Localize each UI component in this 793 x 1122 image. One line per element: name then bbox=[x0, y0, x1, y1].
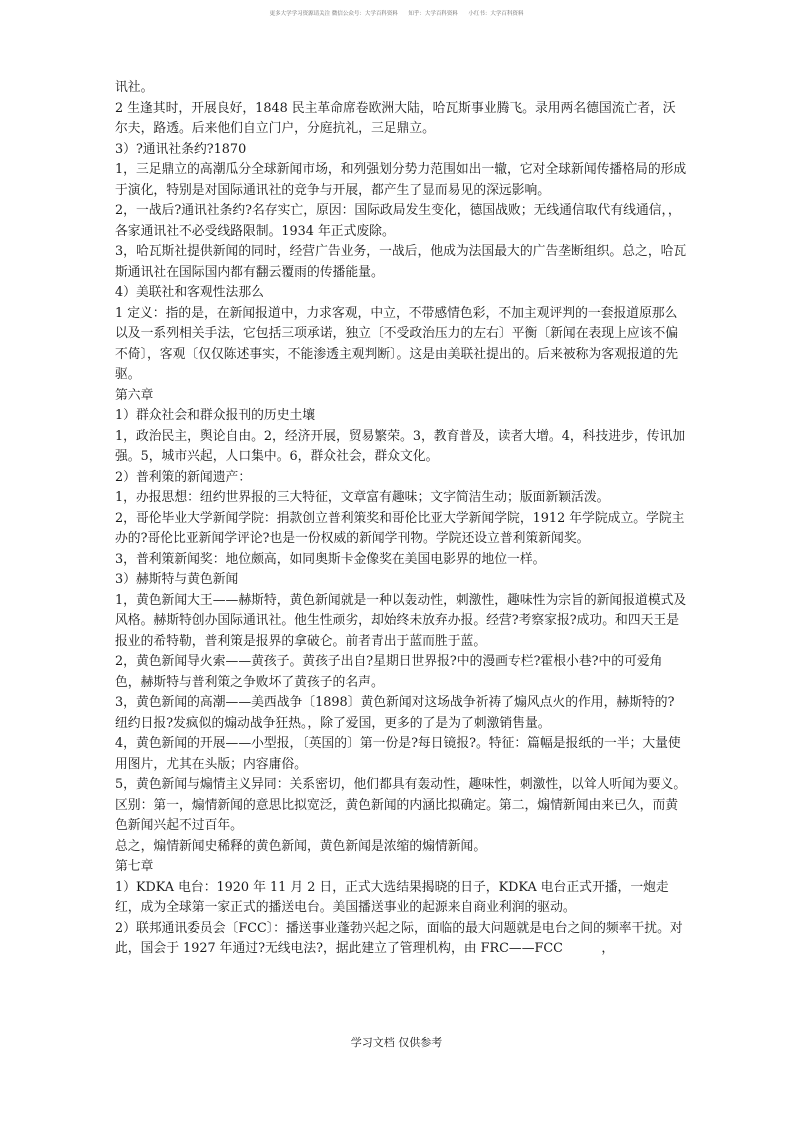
chapter-heading: 第六章 bbox=[115, 387, 154, 403]
paragraph: 总之，煽情新闻史稀释的黄色新闻，黄色新闻是浓缩的煽情新闻。 bbox=[115, 838, 487, 854]
paragraph: 4，黄色新闻的开展——小型报，〔英国的〕第一份是?每日镜报?。特征：篇幅是报纸的一半；大量使用图片，尤其在头版；内容庸俗。 bbox=[115, 736, 681, 772]
paragraph: 1，黄色新闻大王——赫斯特，黄色新闻就是一种以轰动性，刺激性，趣味性为宗旨的新闻报道模式及风格。赫斯特创办国际通讯社。他生性顽劣，却始终未放弃办报。经营?考察家报?成功。和四天王是报业的希特勒，普利策是报界的拿破仑。前者青出于蓝而胜于蓝。 bbox=[115, 592, 687, 649]
paragraph: 3，普利策新闻奖：地位颇高，如同奥斯卡金像奖在美国电影界的地位一样。 bbox=[115, 551, 546, 567]
chapter-heading: 第七章 bbox=[115, 859, 154, 874]
document-body bbox=[115, 78, 687, 960]
paragraph: 2 生逢其时，开展良好，1848 民主革命席卷欧洲大陆，哈瓦斯事业腾飞。录用两名德国流亡者，沃尔夫，路透。后来他们自立门户，分庭抗礼，三足鼎立。 bbox=[115, 100, 676, 136]
paragraph: 1，三足鼎立的高潮瓜分全球新闻市场，和列强划分势力范围如出一辙，它对全球新闻传播格局的形成于演化，特别是对国际通讯社的竞争与开展，都产生了显而易见的深远影响。 bbox=[115, 162, 687, 198]
paragraph: 1 定义：指的是，在新闻报道中，力求客观，中立，不带感情色彩，不加主观评判的一套报道原那么以及一系列相关手法，它包括三项承诺，独立〔不受政治压力的左右〕平衡〔新闻在表现上应该不偏不倚〕，客观〔仅仅陈述事实，不能渗透主观判断〕。这是由美联社提出的。后来被称为客观报道的先驱。 bbox=[115, 305, 679, 382]
paragraph: 3，黄色新闻的高潮——美西战争〔1898〕黄色新闻对这场战争祈祷了煽风点火的作用，赫斯特的?纽约日报?发疯似的煽动战争狂热。，除了爱国，更多的了是为了刺激销售量。 bbox=[115, 695, 675, 731]
paragraph: 讯社。 bbox=[115, 80, 154, 95]
paragraph: 2，黄色新闻导火索——黄孩子。黄孩子出自?星期日世界报?中的漫画专栏?霍根小巷?中的可爱角色，赫斯特与普利策之争败坏了黄孩子的名声。 bbox=[115, 654, 663, 690]
section-heading: 3）赫斯特与黄色新闻 bbox=[115, 572, 239, 587]
paragraph: 区别：第一，煽情新闻的意思比拟宽泛，黄色新闻的内涵比拟确定。第二，煽情新闻由来已久，而黄色新闻兴起不过百年。 bbox=[115, 797, 679, 833]
section-heading: 4）美联社和客观性法那么 bbox=[115, 285, 264, 300]
section-heading: 1）群众社会和群众报刊的历史土壤 bbox=[115, 408, 316, 423]
page-footer: 学习文档 仅供参考 bbox=[350, 1036, 443, 1049]
paragraph: 3，哈瓦斯社提供新闻的同时，经营广告业务，一战后，他成为法国最大的广告垄断组织。总之，哈瓦斯通讯社在国际国内都有翻云覆雨的传播能量。 bbox=[115, 244, 687, 280]
paragraph: 2，一战后?通讯社条约?名存实亡，原因：国际政局发生变化，德国战败；无线通信取代有线通信，，各家通讯社不必受线路限制。1934 年正式废除。 bbox=[115, 203, 681, 239]
paragraph: 5，黄色新闻与煽情主义异同：关系密切，他们都具有轰动性，趣味性，刺激性，以耸人听闻为要义。 bbox=[115, 777, 687, 792]
section-heading: 2）普利策的新闻遗产： bbox=[115, 469, 252, 485]
paragraph: 1，办报思想：纽约世界报的三大特征，文章富有趣味；文字简洁生动；版面新颖活泼。 bbox=[115, 490, 610, 505]
paragraph: 3）?通讯社条约?1870 bbox=[115, 141, 247, 157]
paragraph: 1，政治民主，舆论自由。2，经济开展，贸易繁荣。3，教育普及，读者大增。4，科技进步，传讯加强。5，城市兴起，人口集中。6，群众社会，群众文化。 bbox=[115, 428, 686, 464]
paragraph: 2，哥伦毕业大学新闻学院：捐款创立普利策奖和哥伦比亚大学新闻学院，1912 年学院成立。学院主办的?哥伦比亚新闻学评论?也是一份权威的新闻学刊物。学院还设立普利策新闻奖。 bbox=[115, 510, 685, 546]
paragraph: 1）KDKA 电台：1920 年 11 月 2 日，正式大选结果揭晓的日子，KDKA 电台正式开播，一炮走红，成为全球第一家正式的播送电台。美国播送事业的起源来自商业利润的驱动。 bbox=[115, 879, 669, 915]
paragraph: 2）联邦通讯委员会〔FCC〕：播送事业蓬勃兴起之际，面临的最大问题就是电台之间的频率干扰。对此，国会于 1927 年通过?无线电法?，据此建立了管理机构，由 FRC——FCC ， bbox=[115, 920, 683, 956]
page-header: 更多大学学习资源请关注 微信公众号：大学百科资料 知乎：大学百科资料 小红书：大学百科资料 bbox=[269, 11, 524, 17]
